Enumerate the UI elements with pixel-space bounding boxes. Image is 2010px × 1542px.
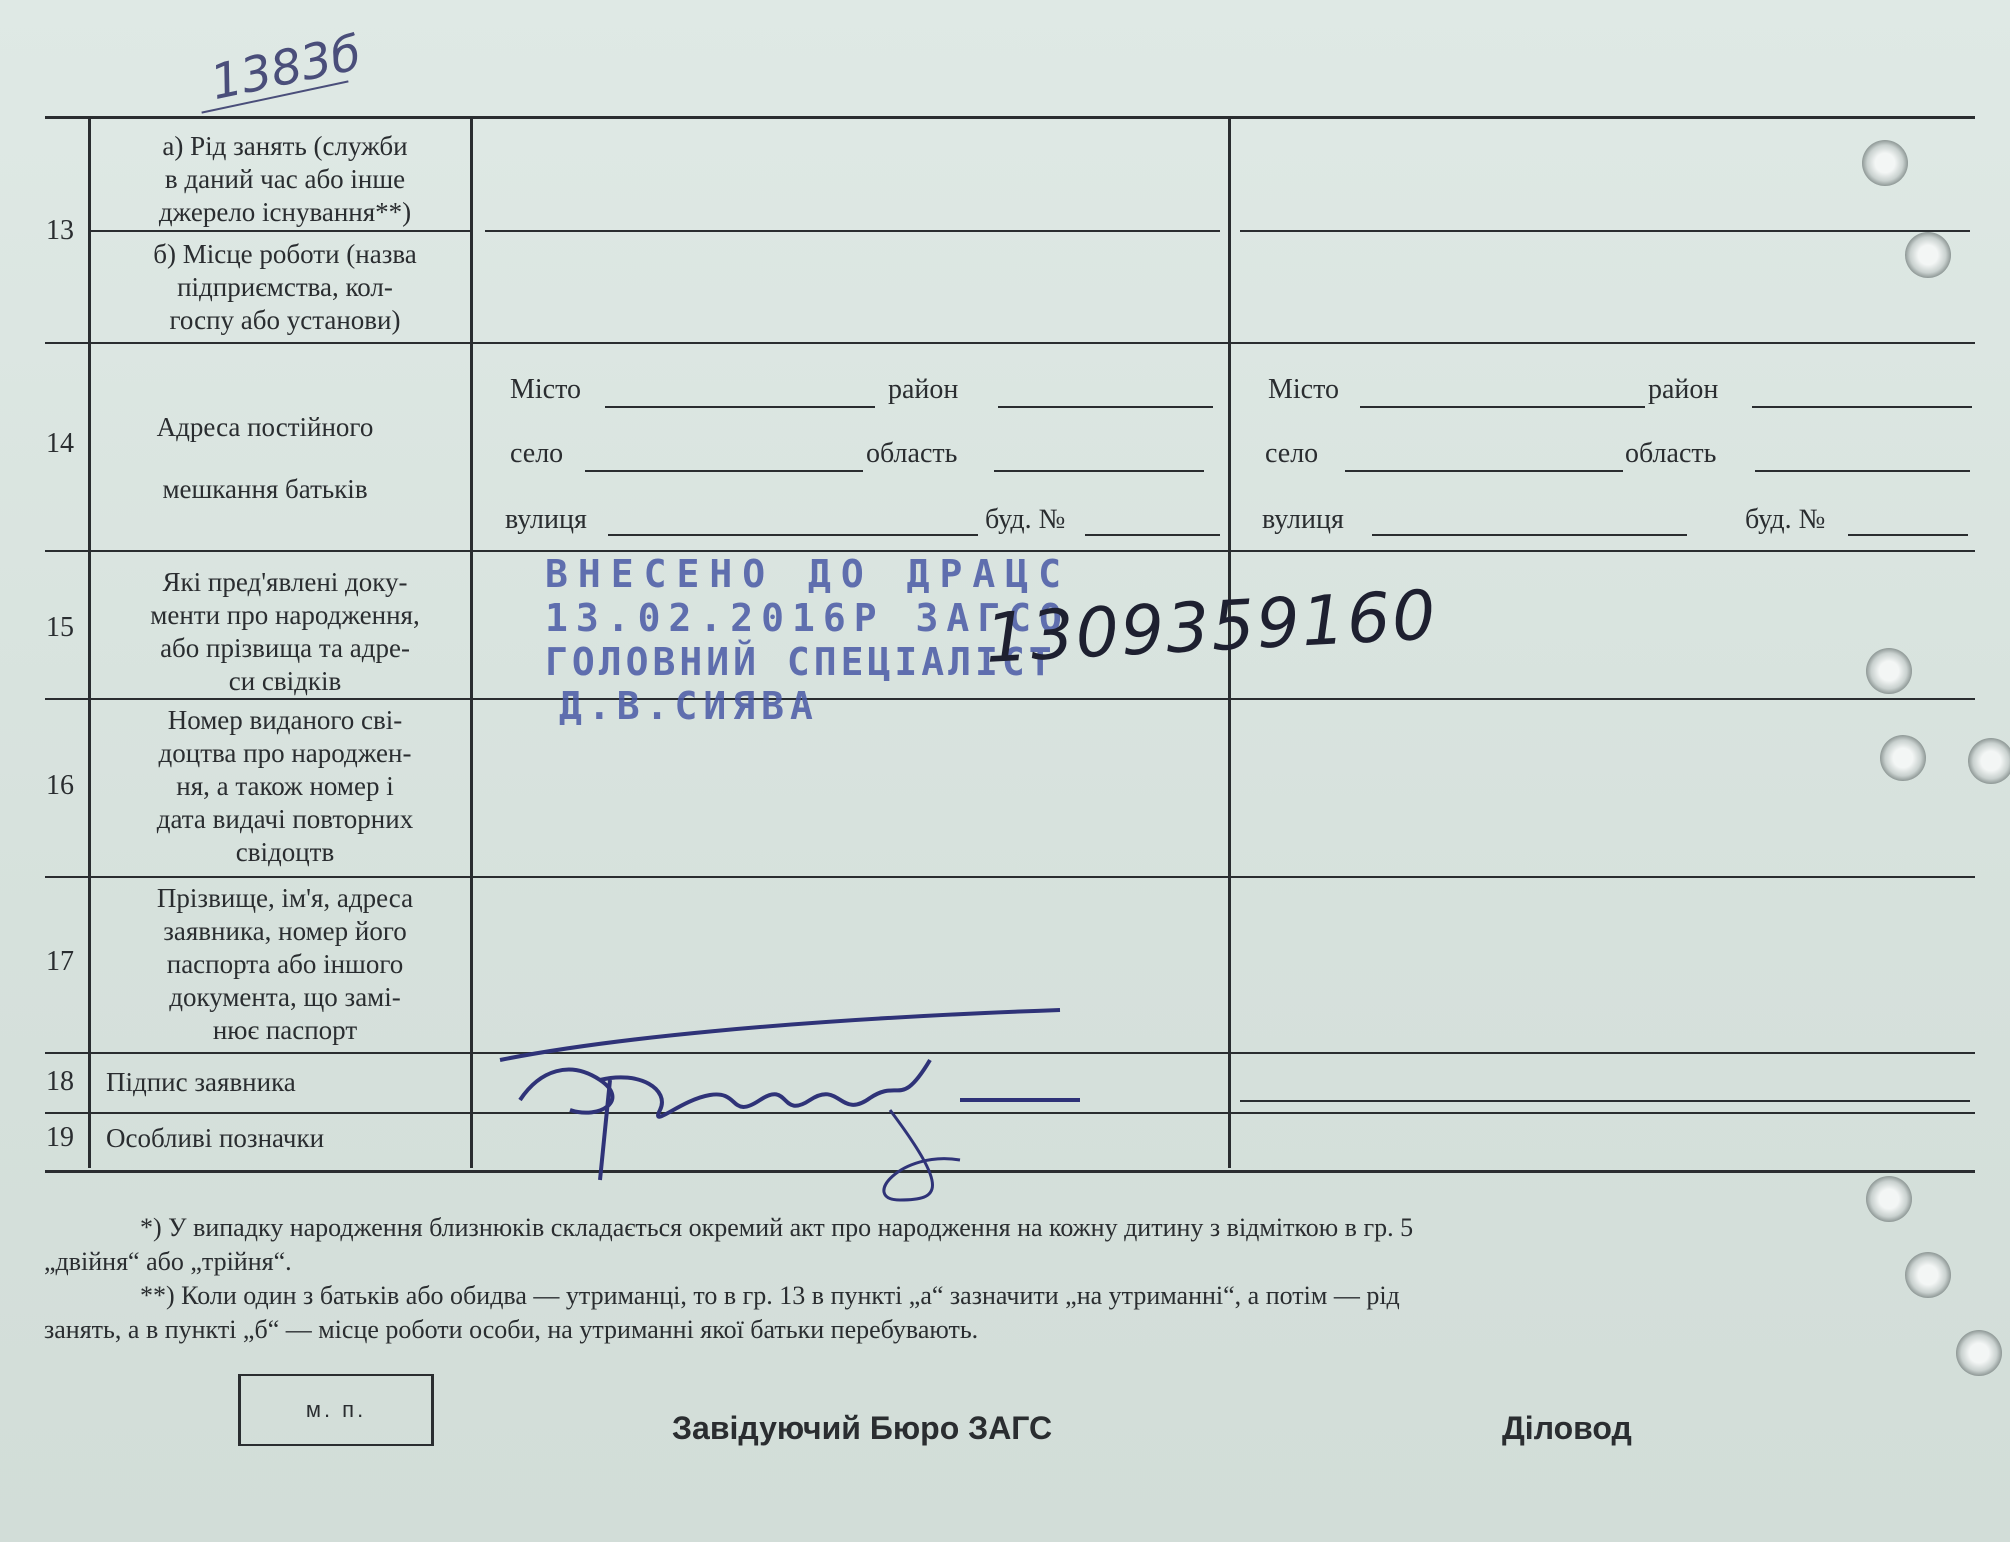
row18-label: Підпис заявника: [106, 1067, 296, 1097]
father-district-label: район: [888, 374, 959, 405]
father-village-label: село: [510, 438, 564, 469]
punch-hole: [1866, 1176, 1912, 1222]
punch-hole: [1862, 140, 1908, 186]
row-number-18: 18: [46, 1066, 74, 1097]
label-line: паспорта або іншого: [166, 949, 404, 979]
mother-district-field[interactable]: [1752, 406, 1972, 408]
label-line: нює паспорт: [212, 1015, 358, 1045]
clerk-signature-label: Діловод: [1502, 1410, 1632, 1446]
corner-handwritten-note: 1383б: [205, 24, 366, 112]
father-district-field[interactable]: [998, 406, 1213, 408]
mother-building-label: буд. №: [1745, 504, 1826, 535]
row17-top-border: [45, 876, 1975, 878]
row17-extra-line: [1240, 1100, 1970, 1102]
seal-box-label: м. п.: [305, 1397, 367, 1422]
father-city-label: Місто: [510, 374, 581, 405]
label-line: Які пред'явлені доку-: [162, 567, 408, 597]
label-line: госпу або установи): [169, 305, 401, 335]
handwritten-record-number: 1309359160: [983, 576, 1440, 679]
label-line: або прізвища та адре-: [160, 633, 410, 663]
mother-city-label: Місто: [1268, 374, 1339, 405]
label-line: джерело існування**): [158, 197, 412, 227]
table-top-border: [45, 116, 1975, 119]
mother-village-field[interactable]: [1345, 470, 1623, 472]
mother-village-label: село: [1265, 438, 1319, 469]
punch-hole: [1905, 1252, 1951, 1298]
label-line: Прізвище, ім'я, адреса: [156, 883, 414, 913]
row13a-line-father: [485, 230, 1220, 232]
footnote-1-line-2: „двійня“ або „трійня“.: [44, 1247, 292, 1276]
mother-street-label: вулиця: [1262, 504, 1344, 535]
row16-label: [100, 704, 470, 869]
label-line: документа, що замі-: [169, 982, 401, 1012]
column-divider-label: [470, 118, 473, 1168]
label-line: Адреса постійного: [156, 412, 374, 442]
mother-region-label: область: [1625, 438, 1717, 469]
label-line: доцтва про народжен-: [158, 738, 412, 768]
stamp-line: Д.В.СИЯВА: [559, 684, 819, 728]
row-number-14: 14: [46, 428, 74, 459]
row-number-15: 15: [46, 612, 74, 643]
row13b-label: [100, 238, 470, 337]
father-city-field[interactable]: [605, 406, 875, 408]
label-line: дата видачі повторних: [156, 804, 414, 834]
stamp-line: 13.02.2016Р ЗАГСО: [545, 596, 1070, 640]
head-signature-label: Завідуючий Бюро ЗАГС: [672, 1410, 1053, 1446]
label-line: підприємства, кол-: [177, 272, 393, 302]
mother-street-field[interactable]: [1372, 534, 1687, 536]
label-line: менти про народження,: [150, 600, 420, 630]
mother-district-label: район: [1648, 374, 1719, 405]
row13a-line-mother: [1240, 230, 1970, 232]
row15-label: [100, 566, 470, 698]
applicant-signature: [480, 1000, 1200, 1210]
label-line: мешкання батьків: [162, 474, 368, 504]
father-village-field[interactable]: [585, 470, 863, 472]
father-building-label: буд. №: [985, 504, 1066, 535]
punch-hole: [1880, 735, 1926, 781]
punch-hole: [1905, 232, 1951, 278]
row19-label: Особливі позначки: [106, 1123, 325, 1153]
label-line: в даний час або інше: [164, 164, 406, 194]
father-region-field[interactable]: [994, 470, 1204, 472]
label-line: заявника, номер його: [163, 916, 407, 946]
row-number-16: 16: [46, 770, 74, 801]
label-line: свідоцтв: [235, 837, 335, 867]
punch-hole: [1866, 648, 1912, 694]
row-number-13: 13: [46, 215, 74, 246]
row13a-label: [100, 130, 470, 229]
footnote-1-line-1: *) У випадку народження близнюків складається окремий акт про народження на кожну дитину з відміткою в гр. 5: [140, 1213, 1414, 1242]
stamp-line: ВНЕСЕНО ДО ДРАЦС: [545, 552, 1072, 596]
mother-city-field[interactable]: [1360, 406, 1645, 408]
punch-hole: [1968, 738, 2010, 784]
label-line: ня, а також номер і: [176, 771, 394, 801]
father-street-label: вулиця: [505, 504, 587, 535]
mother-building-field[interactable]: [1848, 534, 1968, 536]
label-line: б) Місце роботи (назва: [153, 239, 417, 269]
footnote-2-line-1: **) Коли один з батьків або обидва — утриманці, то в гр. 13 в пункті „а“ зазначити „на утриманні“, а потім — рід: [140, 1281, 1400, 1310]
label-line: а) Рід занять (служби: [162, 131, 408, 161]
mother-region-field[interactable]: [1755, 470, 1970, 472]
label-line: си свідків: [228, 666, 342, 696]
row14-label: [100, 396, 430, 520]
punch-hole: [1956, 1330, 2002, 1376]
label-line: Номер виданого сві-: [167, 705, 403, 735]
row17-label: [100, 882, 470, 1047]
father-region-label: область: [866, 438, 958, 469]
row-number-17: 17: [46, 946, 74, 977]
row14-top-border: [45, 342, 1975, 344]
row-number-19: 19: [46, 1122, 74, 1153]
father-building-field[interactable]: [1085, 534, 1220, 536]
stamp-line: ГОЛОВНИЙ СПЕЦІАЛІСТ: [545, 640, 1056, 684]
row13-split: [88, 230, 470, 232]
father-street-field[interactable]: [608, 534, 978, 536]
footnote-2-line-2: занять, а в пункті „б“ — місце роботи особи, на утриманні якої батьки перебувають.: [44, 1315, 979, 1344]
seal-box: [238, 1374, 434, 1446]
